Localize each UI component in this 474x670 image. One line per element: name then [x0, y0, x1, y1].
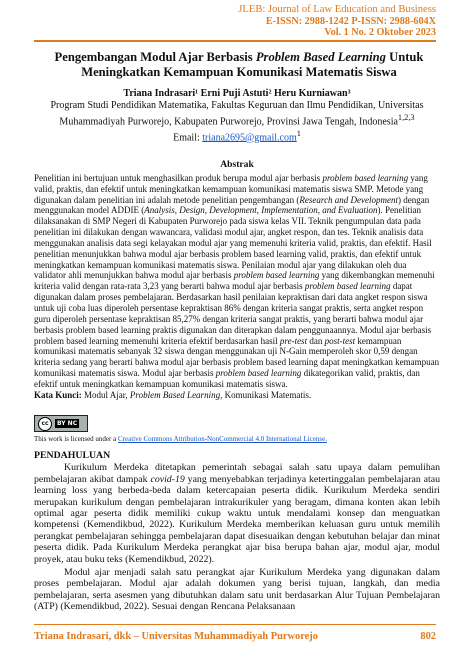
abstract — [34, 160, 440, 401]
author-email — [34, 128, 440, 144]
email-link[interactable]: triana2695@gmail.com — [202, 132, 297, 144]
header-rule — [34, 40, 436, 42]
journal-name: JLEB: Journal of Law Education and Business — [238, 4, 436, 15]
keywords-run: , Komunikasi Matematis. — [220, 389, 312, 400]
abstract-run: dapat digunakan dalam proses pembelajaran. Berdasarkan hasil penilaian kepraktisan dari data angket respon siswa untuk uji coba luas diperoleh persentase kepraktisan 86% dengan kriteria sangat praktis, serta angket respon guru diperoleh persentase kepraktisan 85,27% dengan kriteria sangat praktis, yang berarti bahwa modul ajar berbasis problem based learning praktis digunakan dan diterapkan dalam penggunaannya. Modul ajar berbasis problem based learning memenuhi kriteria efektif berdasarkan hasil — [34, 281, 432, 346]
title-italic: Problem Based Learning — [255, 50, 386, 64]
journal-issn: E-ISSN: 2988-1242 P-ISSN: 2988-604X — [265, 15, 436, 27]
section-heading: PENDAHULUAN — [34, 450, 111, 461]
paper-title — [54, 50, 424, 80]
email-label: Email: — [173, 132, 203, 144]
intro-run: yang menyebabkan terjadinya ketertinggalan pembelajaran atau learning loss yang berbeda-beda dalam ketercapaian peserta didik. Kurikulum Merdeka sendiri merupakan kurikulum dengan pembelajaran intrakurikuler yang beragam, dimana konten akan lebih optimal agar peserta didik memiliki cukup waktu untuk mendalami konsep dan menguatkan kompetensi (Kemendikbud, 2022). Kurikulum Merdeka memberikan keluasan guru untuk memilih perangkat pembelajaran sehingga pembelajaran dapat disesuaikan dengan kebutuhan belajar dan minat peserta didik. Pada Kurikulum Merdeka perangkat ajar bisa berupa bahan ajar, modul ajar, modul proyek, atau buku teks (Kemendikbud, 2022). — [34, 473, 440, 565]
abstract-italic: problem based learning — [215, 368, 302, 379]
license-link[interactable]: Creative Commons Attribution-NonCommercial 4.0 International License. — [117, 435, 327, 443]
abstract-italic: Analysis, Design, Development, Implementation, and Evaluation — [144, 205, 378, 216]
license-text — [34, 435, 440, 444]
cc-icon: cc — [38, 417, 52, 431]
keywords — [34, 390, 440, 401]
abstract-run: dan — [307, 335, 325, 346]
author-block — [34, 88, 440, 144]
author-names: Triana Indrasari¹ Erni Puji Astuti² Heru Kurniawan³ — [123, 88, 351, 99]
license-block — [34, 415, 440, 444]
abstract-run: Penelitian ini bertujuan untuk menghasilkan produk berupa modul ajar berbasis — [34, 172, 323, 183]
intro-run: Kurikulum Merdeka ditetapkan pemerintah sebagai salah satu upaya dalam pemulihan pembelajaran akibat dampak — [34, 462, 440, 485]
intro-italic: covid-19 — [150, 473, 185, 485]
journal-volume: Vol. 1 No. 2 Oktober 2023 — [324, 27, 436, 39]
footer-rule — [34, 624, 436, 625]
abstract-italic: problem based learning — [322, 172, 409, 183]
abstract-run: ) dengan menggunakan model ADDIE ( — [34, 194, 430, 216]
introduction-section — [34, 450, 440, 615]
keywords-run: Modul Ajar, — [81, 389, 130, 400]
page-footer — [34, 631, 436, 642]
keywords-italic: Problem Based Learning — [129, 389, 221, 400]
abstract-label: Abstrak — [220, 159, 254, 170]
abstract-run: yang dikembangkan memenuhi kriteria valid dengan rata-rata 3,23 yang berarti bahwa modul ajar berbasis — [34, 270, 435, 292]
title-part: Pengembangan Modul Ajar Berbasis — [54, 50, 256, 64]
abstract-italic: pre-test — [279, 335, 308, 346]
abstract-italic: Research and Development — [299, 194, 399, 205]
abstract-run: kemampuan komunikasi matematis sebanyak 32 siswa dengan menggunakan uji N-Gain memperoleh skor 0,59 dengan kriteria sedang yang berarti bahwa modul ajar berbasis problem based learning dapat meningkatkan kemampuan komunikasi matematis siswa. Modul ajar berbasis — [34, 335, 440, 379]
affiliation-text: Program Studi Pendidikan Matematika, Fakultas Keguruan dan Ilmu Pendidikan, Universitas Muhammadiyah Purworejo, Kabupaten Purworejo, Provinsi Jawa Tengah, Indonesia — [50, 99, 424, 127]
title-part: Untuk Meningkatkan Kemampuan Komunikasi Matematis Siswa — [81, 50, 424, 79]
license-run: This work is licensed under a — [34, 435, 118, 443]
abstract-text — [34, 173, 440, 390]
cc-license-badge[interactable] — [34, 415, 88, 432]
email-sup: 1 — [296, 128, 301, 138]
page-number: 802 — [420, 631, 436, 642]
abstract-run: dikategorikan valid, praktis, dan efektif untuk meningkatkan kemampuan komunikasi matematis siswa. — [34, 368, 420, 389]
journal-header — [238, 4, 436, 39]
abstract-run: yang valid, praktis, dan efektif untuk meningkatkan kemampuan komunikasi matematis siswa SMP. Metode yang digunakan dalam penelitian ini adalah metode penelitian pengembangan ( — [34, 172, 428, 205]
author-affiliation — [34, 100, 440, 128]
keywords-label: Kata Kunci: — [34, 389, 82, 400]
abstract-italic: problem based learning — [304, 281, 391, 292]
intro-paragraph-1 — [34, 462, 440, 565]
affiliation-sup: 1,2,3 — [397, 112, 415, 122]
abstract-run: ). Penelitian dilaksanakan di SMP Negeri di Kabupaten Purworejo pada siswa kelas VII. Teknik pengumpulan data pada penelitian ini dilakukan dengan wawancara, validasi modul ajar, angket respon, dan tes. Teknik analisis data menggunakan analisis data segi kelayakan modul ajar yang memenuhi kriteria valid, praktis, dan efektif. Hasil penelitian menunjukkan bahwa modul ajar berbasis problem based learning valid, praktis, dan efektif untuk meningkatkan kemampuan komunikasi matematis siswa. Penilaian modul ajar yang dilakukan oleh dua validator ahli menunjukkan bahwa modul ajar berbasis — [34, 205, 432, 281]
abstract-italic: problem based learning — [233, 270, 320, 281]
abstract-italic: post-test — [324, 335, 356, 346]
by-nc-icon: BY NC — [57, 420, 78, 427]
intro-paragraph-2: Modul ajar menjadi salah satu perangkat ajar Kurikulum Merdeka yang digunakan dalam proses pembelajaran. Modul ajar adalah dokumen yang berisi tujuan, langkah, dan media pembelajaran, serta asesmen yang dibutuhkan dalam satu unit berdasarkan Alur Tujuan Pembelajaran (ATP) (Kemendikbud, 2022). Sesuai dengan Rencana Pelaksanaan — [34, 567, 440, 613]
footer-credit: Triana Indrasari, dkk – Universitas Muhammadiyah Purworejo — [34, 631, 318, 642]
